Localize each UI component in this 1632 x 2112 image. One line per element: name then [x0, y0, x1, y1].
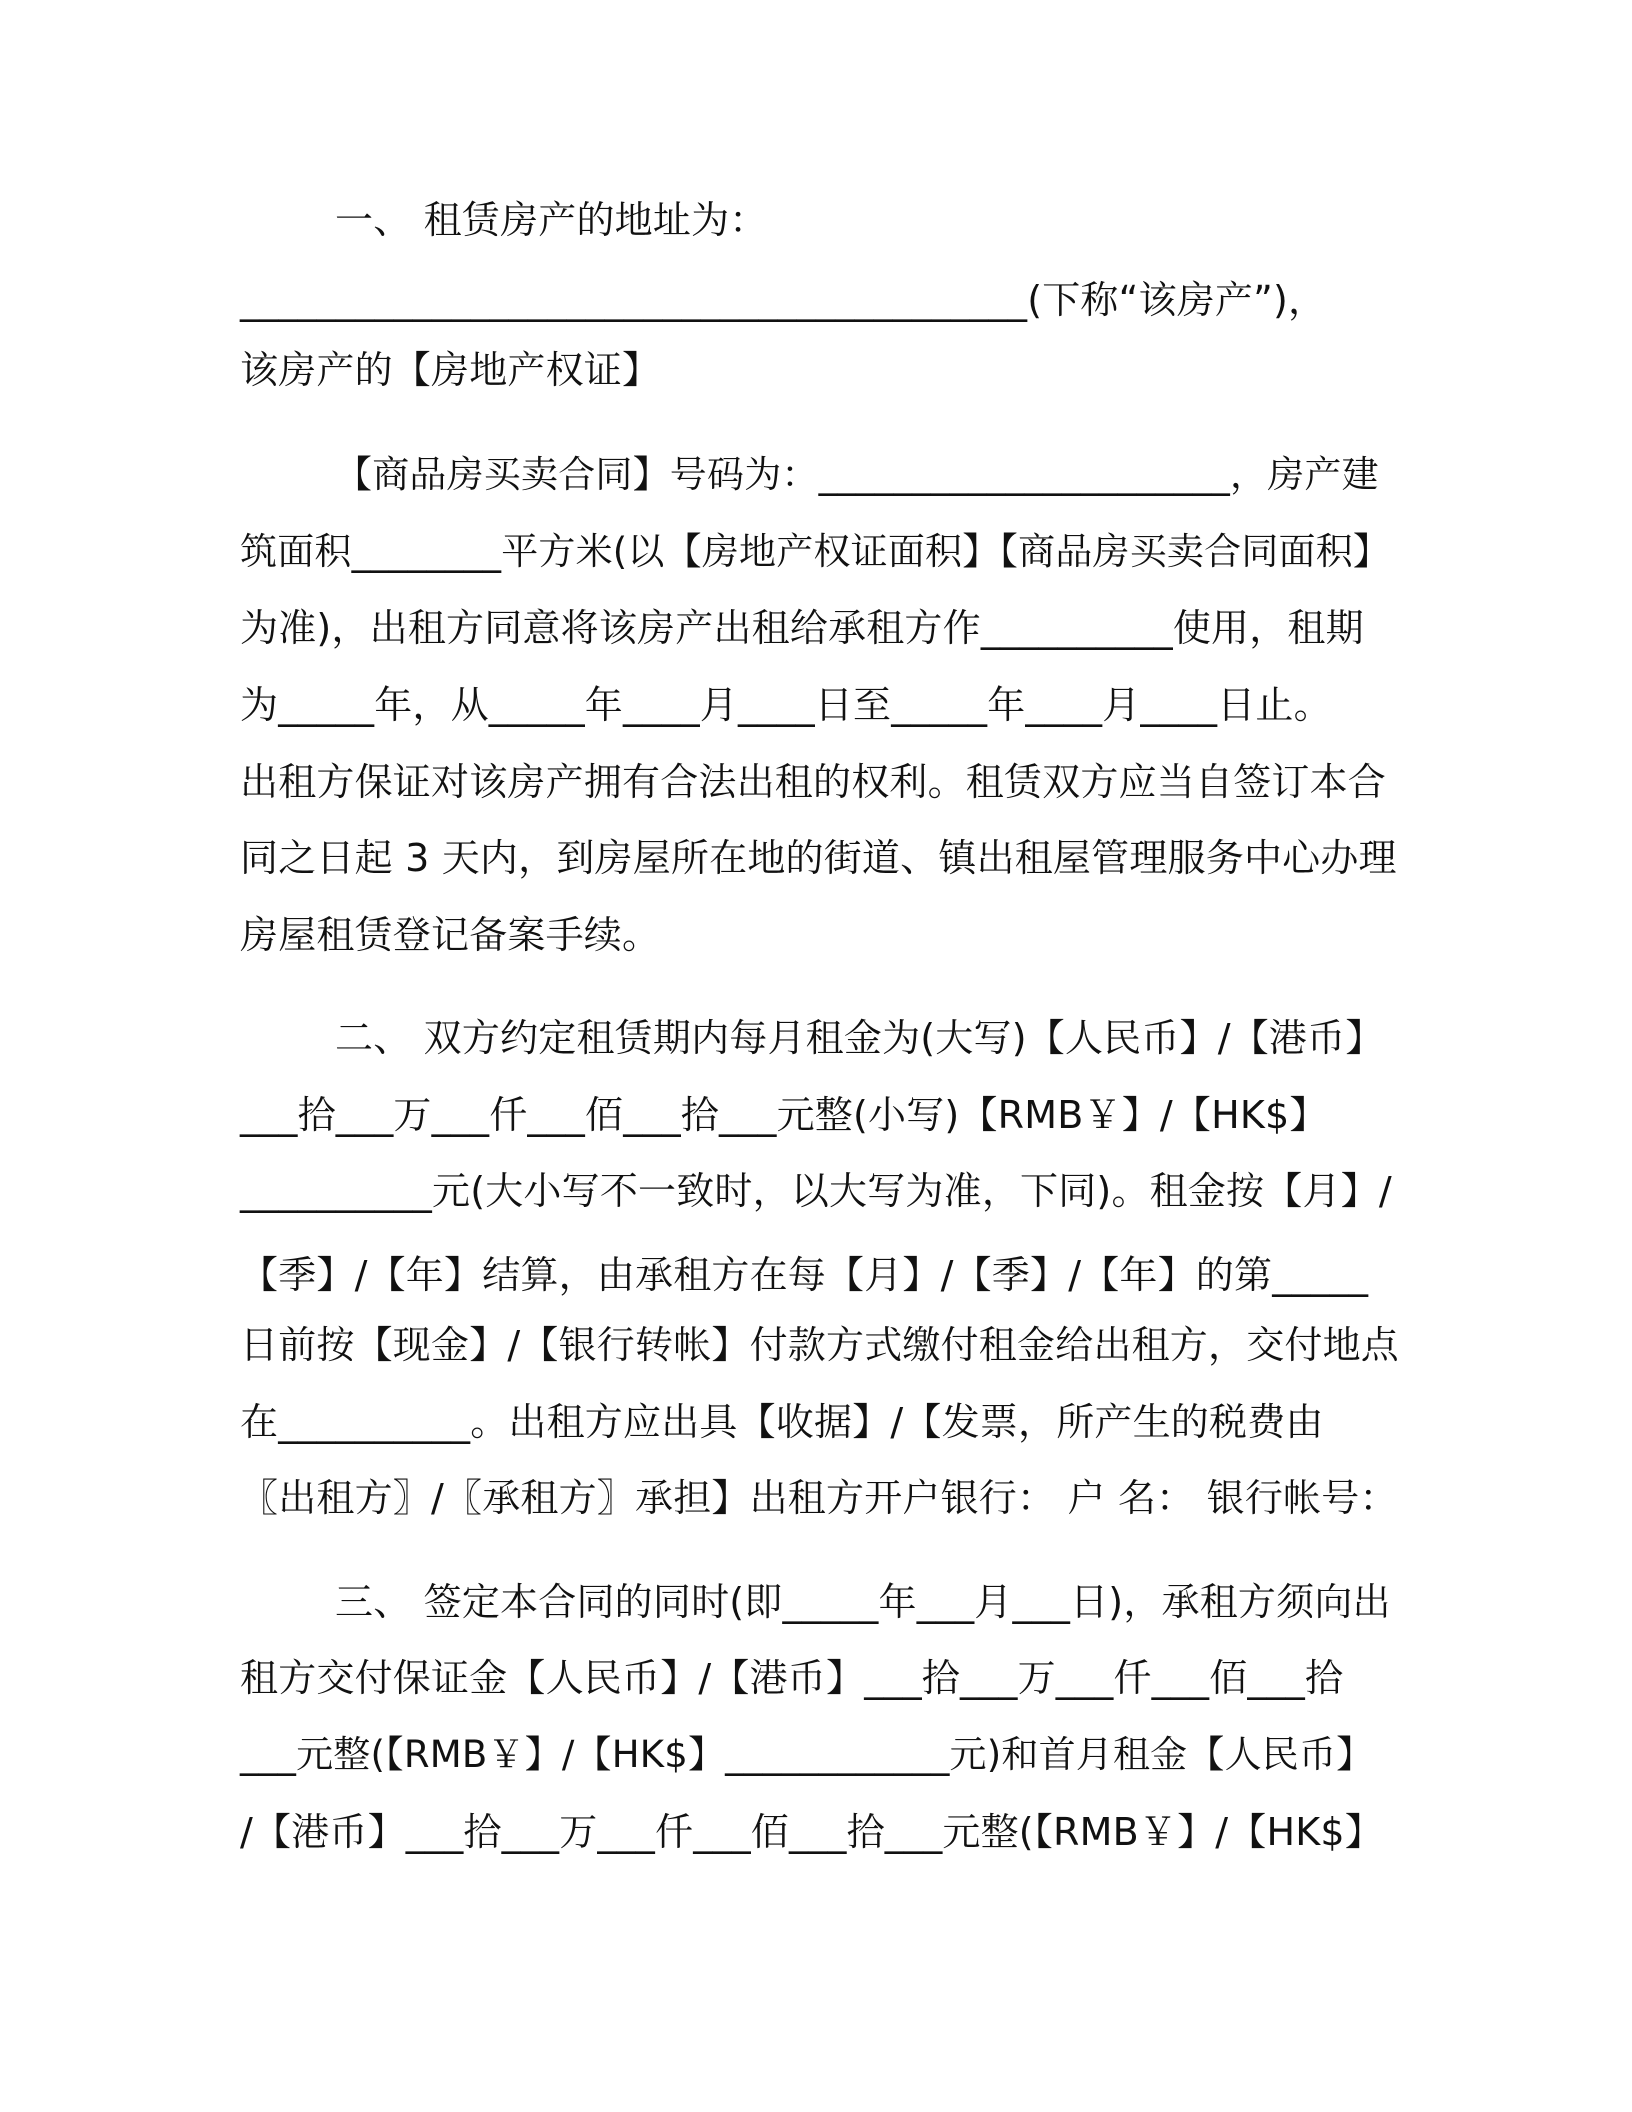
- text-line: 筑面积________平方米(以【房地产权证面积】【商品房买卖合同面积】: [240, 530, 1391, 573]
- clause-1-heading: 一、 租赁房产的地址为：: [335, 198, 768, 242]
- clause-3-heading: 三、 签定本合同的同时(即_____年___月___日)，承租方须向出: [335, 1580, 1391, 1624]
- text-line: __________元(大小写不一致时，以大写为准，下同)。租金按【月】/: [240, 1169, 1392, 1213]
- text-line: 为准)，出租方同意将该房产出租给承租方作__________使用，租期: [240, 606, 1364, 650]
- text-line: 房屋租赁登记备案手续。: [240, 913, 661, 957]
- bank-info-line: 〖出租方〗/〖承租方〗承担】出租方开户银行： 户 名： 银行帐号：: [240, 1476, 1398, 1520]
- text-line: ___拾___万___仟___佰___拾___元整(小写)【RMB￥】/【HK$】: [240, 1093, 1328, 1137]
- text-line: 日前按【现金】/【银行转帐】付款方式缴付租金给出租方，交付地点: [240, 1323, 1400, 1367]
- text-line: 为_____年，从_____年____月____日至_____年____月____日止。: [240, 683, 1332, 727]
- text-line: 租方交付保证金【人民币】/【港币】___拾___万___仟___佰___拾: [240, 1656, 1344, 1700]
- text-line: /【港币】___拾___万___仟___佰___拾___元整(【RMB￥】/【HK$】: [240, 1810, 1383, 1854]
- text-line: 在__________。出租方应出具【收据】/【发票，所产生的税费由: [240, 1400, 1324, 1444]
- clause-2-heading: 二、 双方约定租赁期内每月租金为(大写)【人民币】/【港币】: [335, 1016, 1384, 1060]
- address-line: _________________________________________(下称“该房产”)，: [240, 278, 1327, 322]
- text-line: 【季】/【年】结算，由承租方在每【月】/【季】/【年】的第_____: [240, 1253, 1369, 1297]
- text-line: 出租方保证对该房产拥有合法出租的权利。租赁双方应当自签订本合: [240, 760, 1387, 804]
- text-line: ___元整(【RMB￥】/【HK$】____________元)和首月租金【人民币】: [240, 1733, 1374, 1776]
- text-line: 同之日起 3 天内，到房屋所在地的街道、镇出租屋管理服务中心办理: [240, 836, 1397, 880]
- text-line: 【商品房买卖合同】号码为：______________________，房产建: [335, 453, 1379, 496]
- text-line: 该房产的【房地产权证】: [240, 348, 661, 392]
